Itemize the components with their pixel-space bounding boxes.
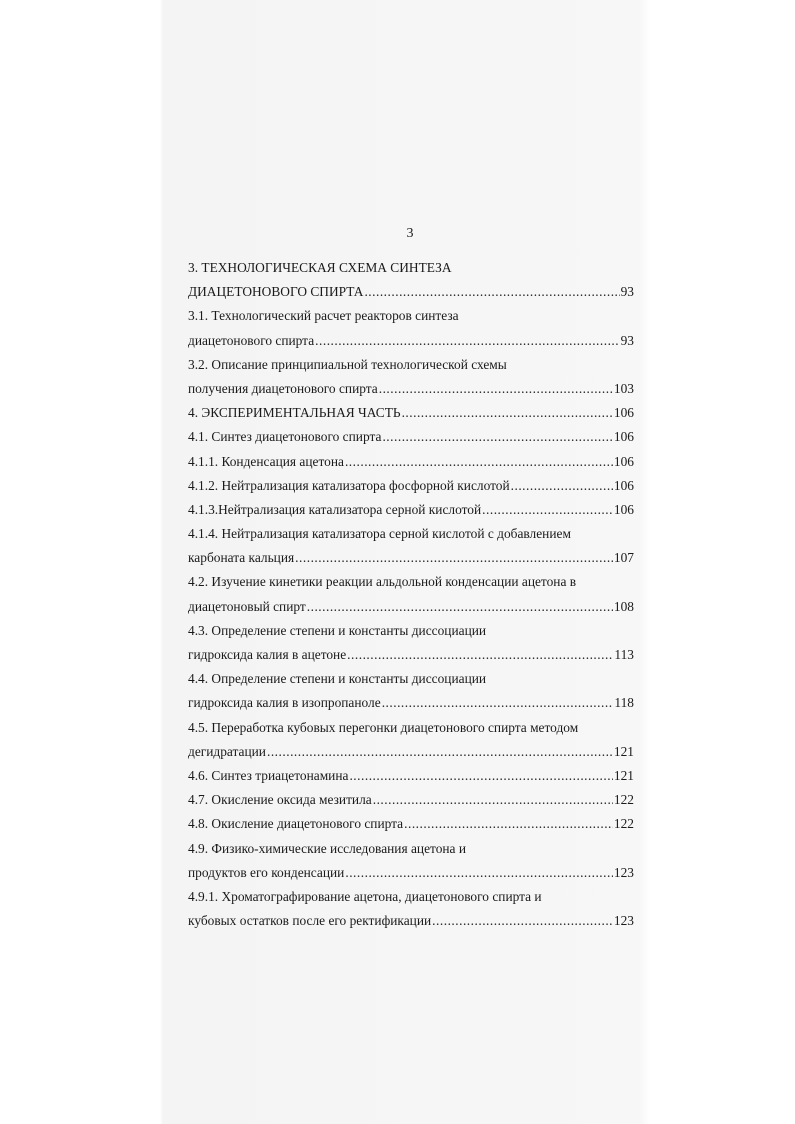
toc-entry-title: 4.4. Определение степени и константы диссоциации	[188, 671, 487, 687]
toc-entry	[188, 377, 634, 401]
toc-entry	[188, 788, 634, 812]
toc-entry-title: 4.1. Синтез диацетонового спирта	[188, 429, 382, 445]
toc-entry	[188, 353, 634, 377]
toc-entry-title: 4.9.1. Хроматографирование ацетона, диацетонового спирта и	[188, 888, 542, 904]
toc-entry-title: 4.6. Синтез триацетонамина	[188, 767, 349, 783]
toc-entry	[188, 909, 634, 933]
toc-entry-title: диацетонового спирта	[188, 332, 315, 348]
toc-dot-leader	[373, 788, 613, 812]
toc-entry-page: 108	[613, 598, 634, 614]
toc-entry-title: 4.1.3.Нейтрализация катализатора серной кислотой	[188, 501, 482, 517]
toc-entry	[188, 619, 634, 643]
toc-entry	[188, 812, 634, 836]
toc-entry	[188, 425, 634, 449]
toc-entry-title: 4.9. Физико-химические исследования ацетона и	[188, 840, 467, 856]
toc-entry-title: 4.7. Окисление оксида мезитила	[188, 792, 372, 808]
toc-entry	[188, 861, 634, 885]
toc-dot-leader	[382, 425, 612, 449]
toc-entry-title: 3.2. Описание принципиальной технологической схемы	[188, 356, 507, 372]
toc-entry-page: 106	[613, 429, 634, 445]
toc-entry-title: гидроксида калия в ацетоне	[188, 647, 347, 662]
toc-entry	[188, 256, 634, 280]
toc-entry-page: 106	[613, 453, 634, 469]
toc-dot-leader	[345, 450, 613, 474]
toc-entry-title: дегидратации	[188, 743, 266, 759]
toc-entry-page: 103	[613, 380, 634, 396]
toc-entry	[188, 498, 634, 522]
toc-entry-page: 121	[613, 743, 634, 759]
toc-entry-title: ДИАЦЕТОНОВОГО СПИРТА	[188, 284, 364, 300]
toc-entry	[188, 667, 634, 691]
toc-entry-title: 4.1.4. Нейтрализация катализатора серной кислотой с добавлением	[188, 526, 571, 542]
toc-entry-title: 4.2. Изучение кинетики реакции альдольной конденсации ацетона в	[188, 574, 577, 590]
toc-entry	[188, 546, 634, 570]
toc-entry-title: кубовых остатков после его ректификации	[188, 913, 432, 929]
toc-entry-page: 113	[614, 647, 634, 662]
toc-entry	[188, 837, 634, 861]
toc-dot-leader	[432, 909, 613, 933]
toc-dot-leader	[482, 498, 613, 522]
toc-entry-page: 123	[613, 913, 634, 929]
toc-entry	[188, 450, 634, 474]
toc-entry-page: 106	[613, 477, 634, 493]
toc-entry	[188, 280, 634, 304]
toc-entry-page: 123	[613, 864, 634, 880]
toc-entry	[188, 474, 634, 498]
toc-entry-page: 107	[613, 550, 634, 566]
toc-entry-title: 4. ЭКСПЕРИМЕНТАЛЬНАЯ ЧАСТЬ	[188, 405, 401, 421]
toc-entry-title: 4.3. Определение степени и константы диссоциации	[188, 622, 487, 638]
toc-entry-page: 93	[620, 284, 634, 300]
toc-dot-leader	[379, 377, 613, 401]
toc-dot-leader	[404, 812, 613, 836]
page-number: 3	[406, 226, 414, 241]
toc-entry	[188, 691, 634, 715]
toc-entry-title: карбоната кальция	[188, 550, 295, 566]
toc-entry	[188, 716, 634, 740]
toc-entry-page: 106	[613, 405, 634, 421]
toc-dot-leader	[511, 474, 613, 498]
toc-dot-leader	[347, 643, 613, 667]
toc-entry	[188, 643, 634, 667]
toc-entry-title: продуктов его конденсации	[188, 864, 345, 880]
toc-entry	[188, 304, 634, 328]
toc-entry-title: диацетоновый спирт	[188, 598, 306, 614]
toc-entry-title: 4.8. Окисление диацетонового спирта	[188, 816, 404, 832]
toc-dot-leader	[402, 401, 613, 425]
toc-dot-leader	[345, 861, 613, 885]
toc-entry-title: получения диацетонового спирта	[188, 380, 378, 396]
toc-dot-leader	[349, 764, 612, 788]
table-of-contents	[188, 256, 634, 933]
toc-entry-page: 122	[613, 792, 634, 808]
toc-entry	[188, 764, 634, 788]
toc-entry	[188, 885, 634, 909]
toc-entry	[188, 740, 634, 764]
toc-entry-page: 93	[620, 332, 634, 348]
toc-dot-leader	[307, 595, 613, 619]
toc-entry	[188, 522, 634, 546]
toc-entry	[188, 401, 634, 425]
toc-dot-leader	[295, 546, 613, 570]
toc-entry-title: 3.1. Технологический расчет реакторов синтеза	[188, 308, 459, 324]
toc-entry	[188, 570, 634, 594]
toc-dot-leader	[364, 280, 619, 304]
toc-dot-leader	[382, 691, 614, 715]
toc-entry-page: 121	[613, 767, 634, 783]
toc-entry-title: 4.5. Переработка кубовых перегонки диацетонового спирта методом	[188, 719, 579, 735]
toc-entry-page: 106	[613, 501, 634, 517]
toc-entry-page: 118	[614, 695, 634, 711]
toc-entry-title: 3. ТЕХНОЛОГИЧЕСКАЯ СХЕМА СИНТЕЗА	[188, 260, 452, 275]
toc-dot-leader	[267, 740, 613, 764]
toc-dot-leader	[315, 329, 619, 353]
toc-entry-title: 4.1.2. Нейтрализация катализатора фосфорной кислотой	[188, 477, 510, 493]
toc-entry-page: 122	[613, 816, 634, 832]
toc-entry-title: гидроксида калия в изопропаноле	[188, 695, 381, 711]
toc-entry	[188, 595, 634, 619]
toc-entry	[188, 329, 634, 353]
toc-entry-title: 4.1.1. Конденсация ацетона	[188, 453, 344, 469]
